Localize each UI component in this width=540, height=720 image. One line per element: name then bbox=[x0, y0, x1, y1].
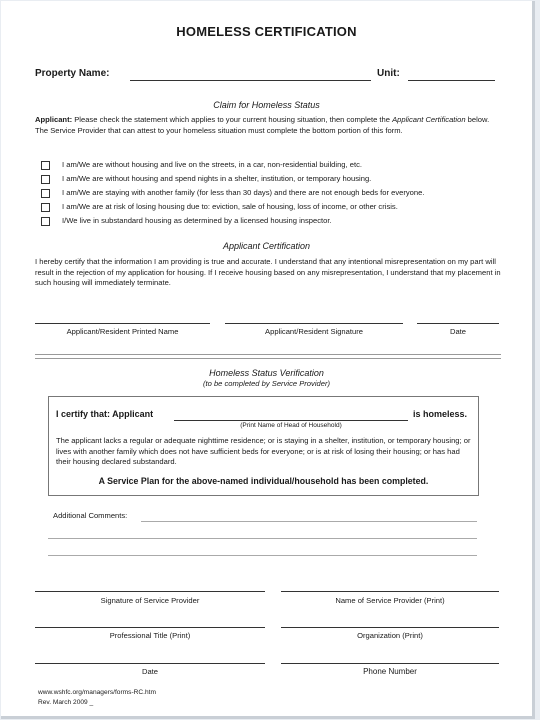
applicant-date-label: Date bbox=[449, 327, 467, 336]
professional-title-line[interactable] bbox=[35, 627, 265, 628]
form-title: HOMELESS CERTIFICATION bbox=[176, 24, 357, 39]
print-name-hint: (Print Name of Head of Household) bbox=[240, 422, 342, 429]
provider-date-line[interactable] bbox=[35, 663, 265, 664]
phone-number-line[interactable] bbox=[281, 663, 499, 664]
intro-italic: Applicant Certification bbox=[392, 115, 466, 124]
verification-heading: Homeless Status Verification bbox=[209, 368, 324, 378]
comments-line-2[interactable] bbox=[48, 538, 477, 539]
checkbox-substandard[interactable] bbox=[41, 217, 50, 226]
printed-name-label: Applicant/Resident Printed Name bbox=[66, 327, 179, 336]
certify-suffix: is homeless. bbox=[413, 409, 468, 419]
checkbox-at-risk[interactable] bbox=[41, 203, 50, 212]
option-substandard: I/We live in substandard housing as determined by a licensed housing inspector. bbox=[62, 216, 332, 225]
applicant-date-line[interactable] bbox=[417, 323, 499, 324]
additional-comments-label: Additional Comments: bbox=[53, 511, 128, 520]
option-streets: I am/We are without housing and live on the streets, in a car, non-residential building, etc. bbox=[62, 160, 362, 169]
phone-number-label: Phone Number bbox=[363, 667, 417, 676]
footer-url: www.wshfc.org/managers/forms-RC.htm bbox=[38, 689, 156, 696]
unit-label: Unit: bbox=[377, 68, 400, 79]
option-shelter: I am/We are without housing and spend nights in a shelter, institution, or temporary housing. bbox=[62, 174, 372, 183]
applicant-prefix: Applicant: bbox=[35, 115, 73, 124]
verification-box bbox=[48, 396, 479, 496]
applicant-cert-heading: Applicant Certification bbox=[222, 241, 311, 251]
footer-revision: Rev. March 2009 _ bbox=[38, 699, 94, 706]
professional-title-label: Professional Title (Print) bbox=[109, 631, 191, 640]
intro-text-2: below. The Service Provider that can attest to your homeless situation must complete the bottom portion of this form. bbox=[35, 115, 490, 135]
property-name-field[interactable] bbox=[130, 80, 371, 81]
claim-heading: Claim for Homeless Status bbox=[213, 100, 320, 110]
provider-signature-label: Signature of Service Provider bbox=[100, 596, 200, 605]
service-plan-statement: A Service Plan for the above-named individual/household has been completed. bbox=[98, 476, 429, 486]
organization-line[interactable] bbox=[281, 627, 499, 628]
certify-prefix: I certify that: Applicant bbox=[56, 409, 154, 419]
section-divider bbox=[35, 354, 501, 359]
applicant-cert-text: I hereby certify that the information I am providing is true and accurate. I understand that any intentional misrepresentation on my part will result in the rejection of my application for housing. If I receive housing based on any misrepresentation, I understand that my placement in such housing will immediately terminate. bbox=[35, 257, 501, 288]
option-at-risk: I am/We are at risk of losing housing due to: eviction, sale of housing, loss of income, or other crisis. bbox=[62, 202, 398, 211]
form-page bbox=[1, 1, 535, 719]
unit-field[interactable] bbox=[408, 80, 495, 81]
printed-name-line[interactable] bbox=[35, 323, 210, 324]
applicant-signature-label: Applicant/Resident Signature bbox=[265, 327, 363, 336]
checkbox-staying-with-family[interactable] bbox=[41, 189, 50, 198]
property-name-label: Property Name: bbox=[35, 68, 110, 79]
applicant-intro bbox=[35, 115, 501, 136]
checkbox-shelter[interactable] bbox=[41, 175, 50, 184]
organization-label: Organization (Print) bbox=[357, 631, 423, 640]
comments-line-3[interactable] bbox=[48, 555, 477, 556]
provider-date-label: Date bbox=[141, 667, 159, 676]
verification-subheading: (to be completed by Service Provider) bbox=[202, 379, 331, 388]
applicant-signature-line[interactable] bbox=[225, 323, 403, 324]
provider-signature-line[interactable] bbox=[35, 591, 265, 592]
intro-text-1: Please check the statement which applies to your current housing situation, then complete the bbox=[72, 115, 393, 124]
checkbox-streets[interactable] bbox=[41, 161, 50, 170]
option-staying-with-family: I am/We are staying with another family (for less than 30 days) and there are not enough beds for everyone. bbox=[62, 188, 425, 197]
comments-line-1[interactable] bbox=[141, 521, 477, 522]
provider-name-line[interactable] bbox=[281, 591, 499, 592]
definition-text: The applicant lacks a regular or adequate nighttime residence; or is staying in a shelter, institution, or temporary housing; or lives with another family which does not have sufficient beds for everyone; or is at risk of losing their housing; or has had their housing declared substandard. bbox=[56, 436, 471, 467]
provider-name-label: Name of Service Provider (Print) bbox=[335, 596, 445, 605]
head-of-household-field[interactable] bbox=[174, 420, 408, 421]
